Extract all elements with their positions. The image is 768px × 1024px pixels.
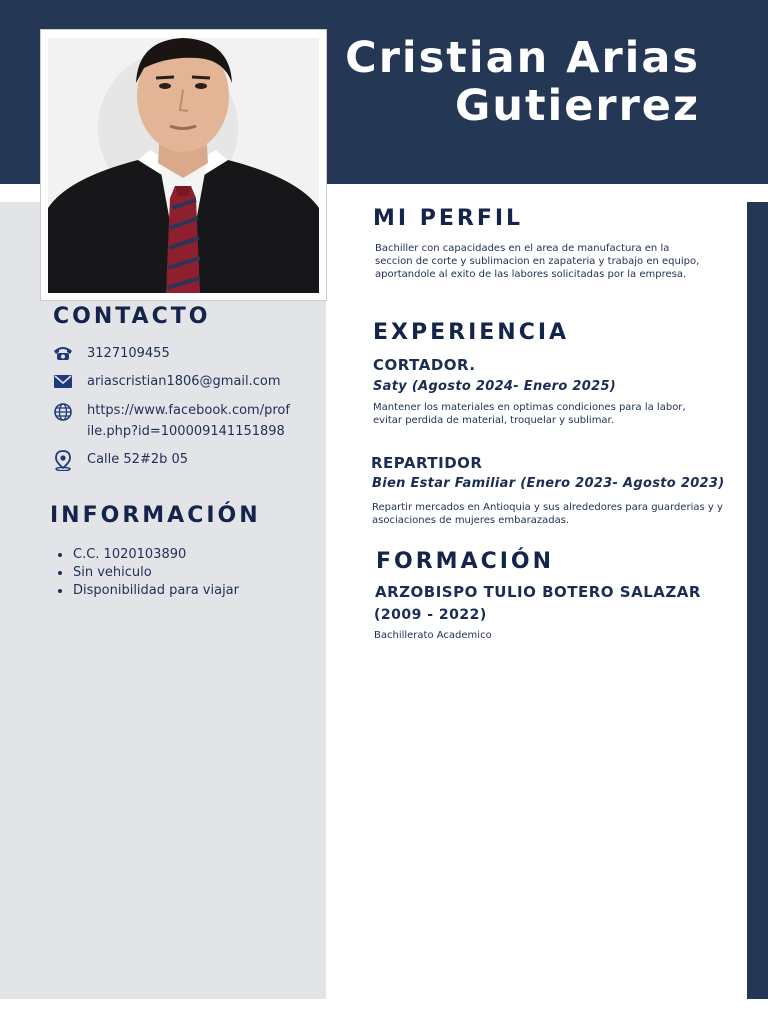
job-1-description: Mantener los materiales en optimas condiciones para la labor, evitar perdida de material, troquelar y sublimar. <box>373 402 686 426</box>
profile-summary: Bachiller con capacidades en el area de manufactura en la seccion de corte y sublimacion en zapateria y trabajo en equipo, aportandole al exito de las labores solicitadas por la empresa. <box>375 243 700 280</box>
info-list <box>55 546 239 600</box>
info-heading: INFORMACIÓN <box>50 503 261 528</box>
experience-heading: EXPERIENCIA <box>373 320 570 345</box>
name-line-2: Gutierrez <box>455 81 700 131</box>
job-1-role: CORTADOR. <box>373 356 476 374</box>
info-item-id: C.C. 1020103890 <box>55 546 239 564</box>
contact-phone <box>52 343 170 364</box>
location-pin-icon <box>52 449 74 471</box>
job-2-description: Repartir mercados en Antioquia y sus alrededores para guarderias y y asociaciones de mujeres embarazadas. <box>372 502 723 526</box>
info-item-vehicle: Sin vehiculo <box>55 564 239 582</box>
profile-heading: MI PERFIL <box>373 206 524 231</box>
education-years: (2009 - 2022) <box>374 607 487 623</box>
job-2-company: Bien Estar Familiar (Enero 2023- Agosto 2023) <box>372 476 725 491</box>
mail-icon <box>52 371 74 391</box>
education-degree: Bachillerato Academico <box>374 630 492 641</box>
contact-email <box>52 371 281 392</box>
email-address[interactable]: ariascristian1806@gmail.com <box>87 374 281 389</box>
name-line-1: Cristian Arias <box>345 33 700 83</box>
contact-heading: CONTACTO <box>53 304 211 329</box>
candidate-name <box>280 34 700 130</box>
facebook-link[interactable]: https://www.facebook.com/profile.php?id=100009141151898 <box>87 403 290 439</box>
phone-icon <box>52 343 74 363</box>
education-heading: FORMACIÓN <box>376 549 555 574</box>
job-2-role: REPARTIDOR <box>371 454 483 472</box>
right-accent-bar <box>747 202 768 999</box>
address-text: Calle 52#2b 05 <box>87 452 189 467</box>
phone-number: 3127109455 <box>87 346 170 361</box>
contact-facebook <box>52 400 292 442</box>
job-1-company: Saty (Agosto 2024- Enero 2025) <box>373 379 617 394</box>
info-item-travel: Disponibilidad para viajar <box>55 582 239 600</box>
profile-photo-illustration <box>48 38 319 293</box>
contact-address <box>52 449 188 471</box>
education-school: ARZOBISPO TULIO BOTERO SALAZAR <box>375 583 701 601</box>
globe-icon <box>52 402 74 422</box>
